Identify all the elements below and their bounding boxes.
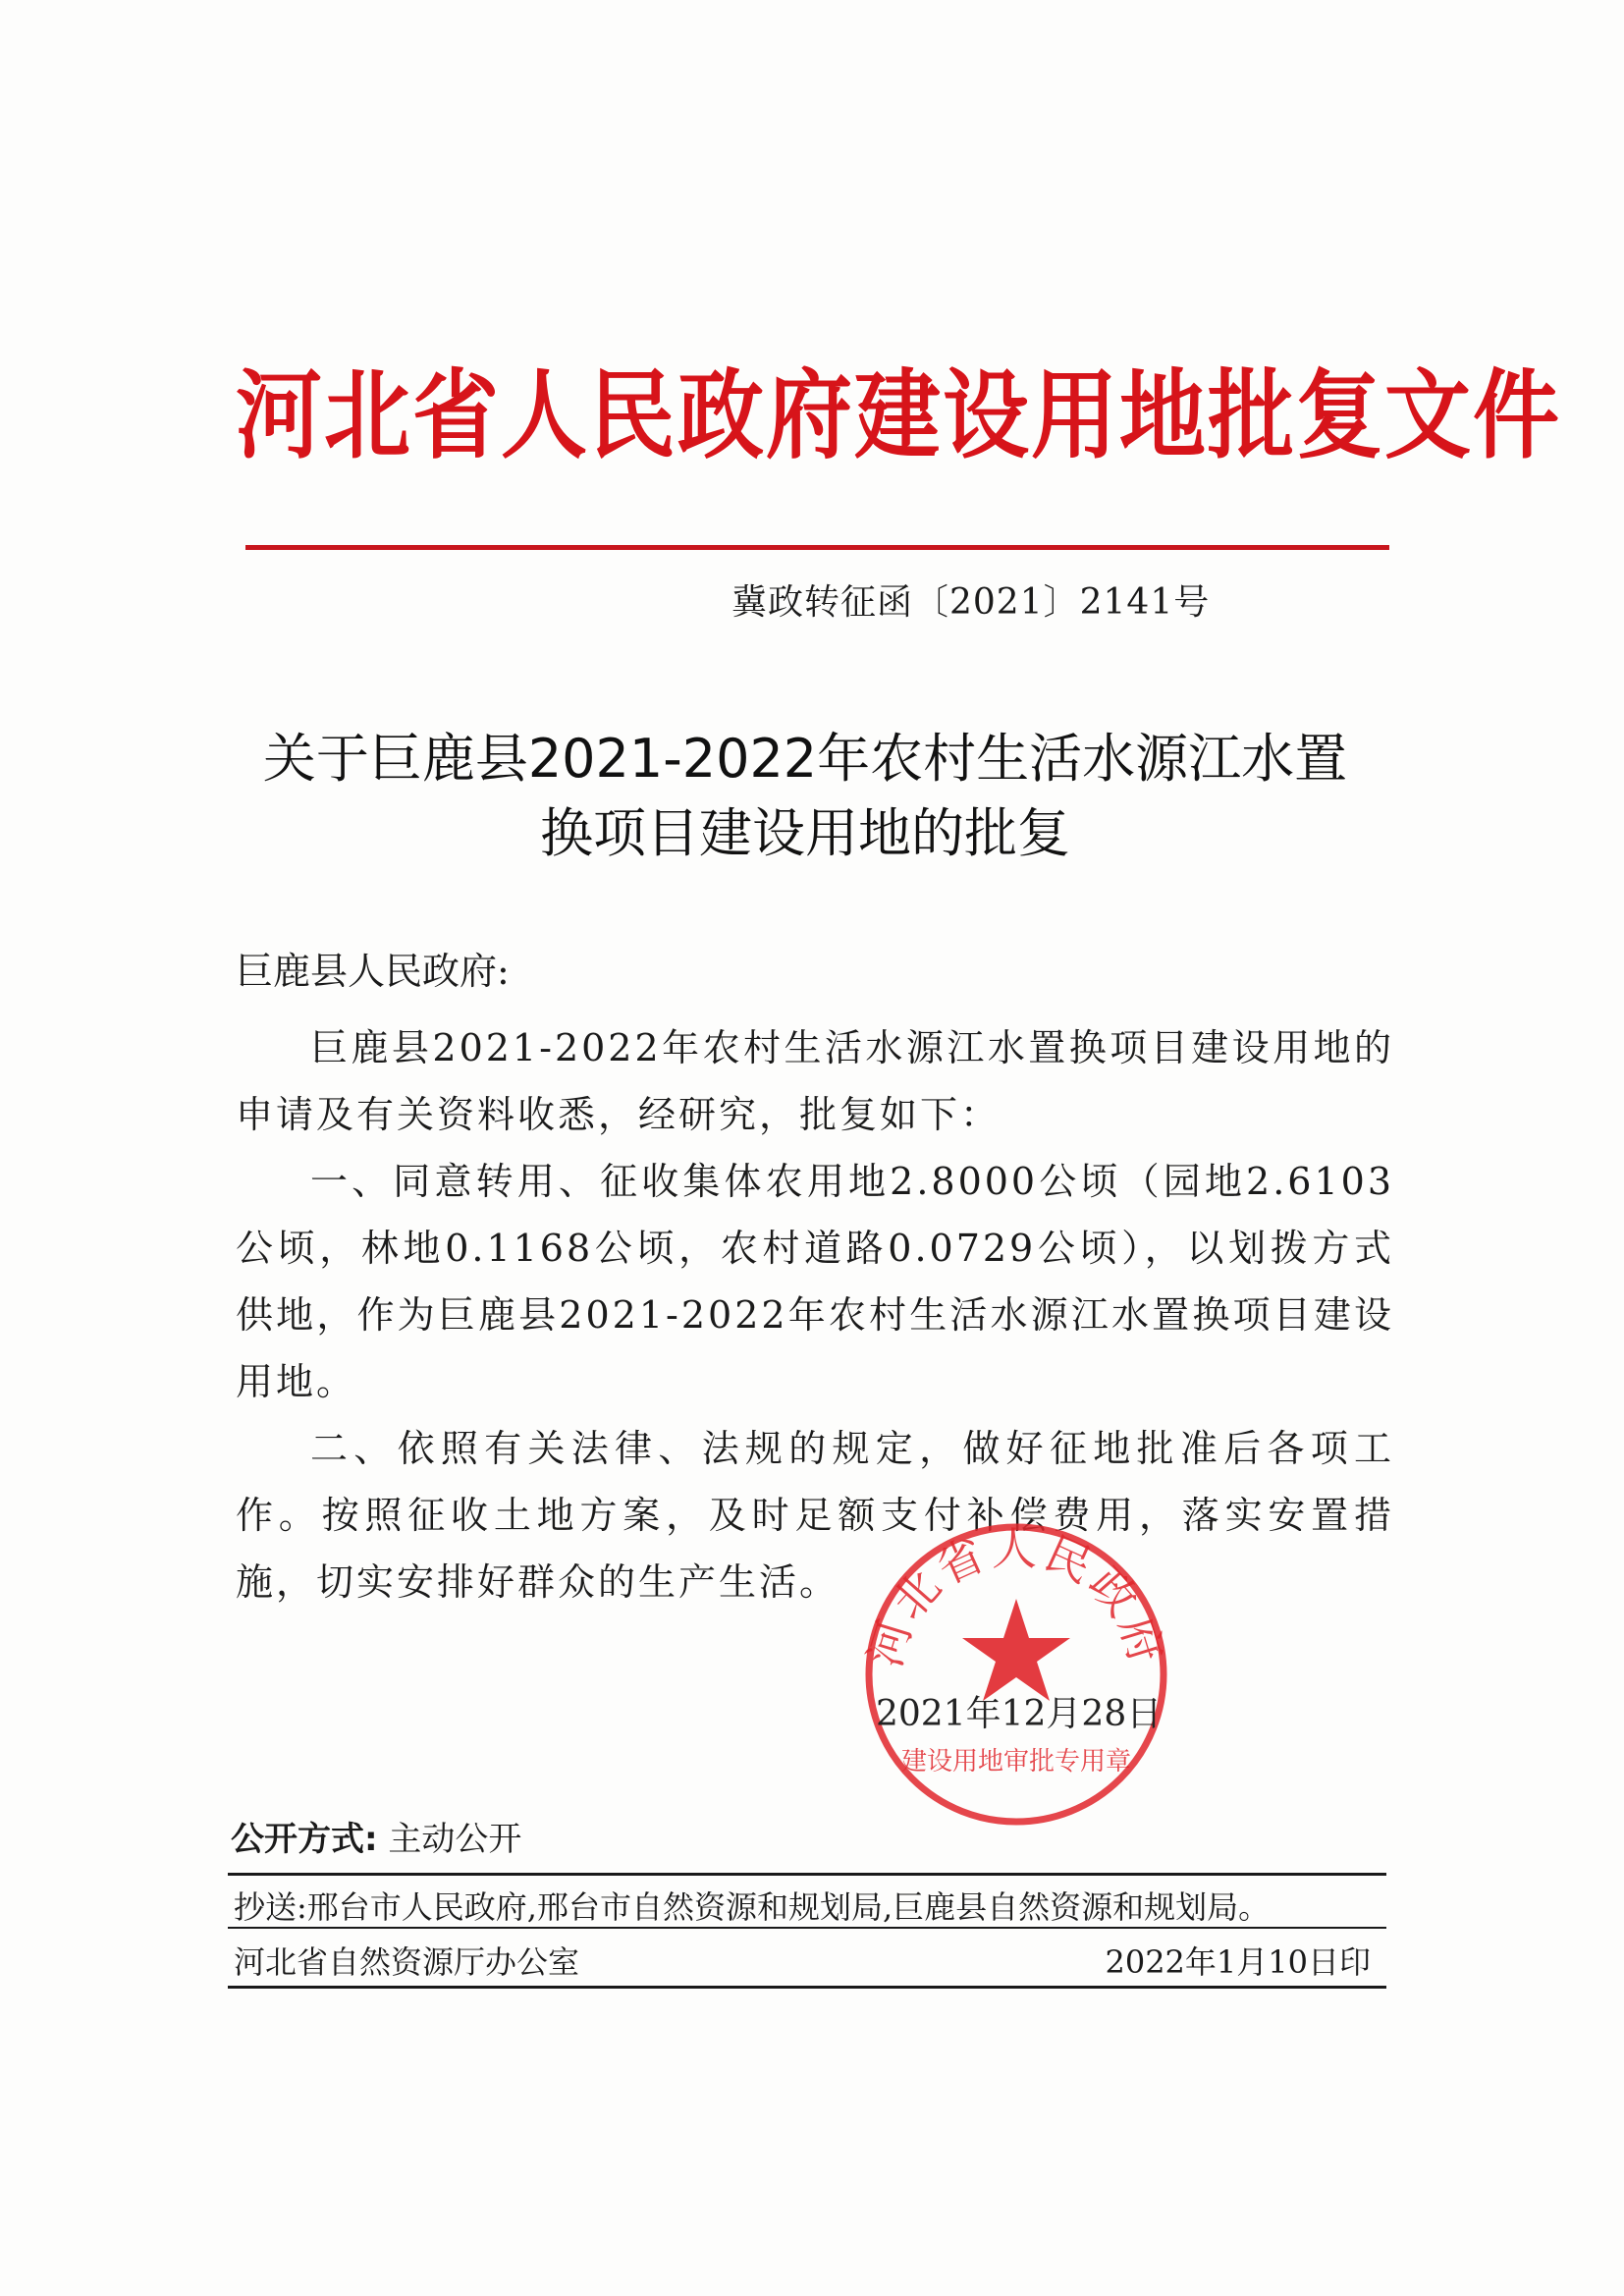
document-title <box>216 722 1394 871</box>
seal-top-text: 河北省人民政府 <box>857 1522 1175 1673</box>
document-title-line-1: 关于巨鹿县2021-2022年农村生活水源江水置 <box>262 728 1348 790</box>
seal-bottom-text: 建设用地审批专用章 <box>900 1747 1132 1777</box>
document-title-line-2: 换项目建设用地的批复 <box>540 802 1070 864</box>
disclosure-value: 主动公开 <box>388 1820 522 1859</box>
document-header-title: 河北省人民政府建设用地批复文件 <box>236 358 1562 472</box>
body-paragraph-2: 一、同意转用、征收集体农用地2.8000公顷（园地2.6103公顷，林地0.1168公顷，农村道路0.0729公顷），以划拨方式供地，作为巨鹿县2021-2022年农村生活水源江水置换项目建设用地。 <box>236 1160 1394 1403</box>
body-paragraph-3: 二、依照有关法律、法规的规定，做好征地批准后各项工作。按照征收土地方案，及时足额支付补偿费用，落实安置措施，切实安排好群众的生产生活。 <box>236 1427 1394 1604</box>
footer-rule-bottom <box>228 1986 1386 1989</box>
body-text <box>236 1014 1394 1615</box>
disclosure-label: 公开方式: <box>231 1820 378 1859</box>
issuing-office: 河北省自然资源厅办公室 <box>234 1943 580 1981</box>
footer-rule-top <box>228 1873 1386 1876</box>
disclosure-method <box>231 1812 521 1860</box>
body-paragraph-1: 巨鹿县2021-2022年农村生活水源江水置换项目建设用地的申请及有关资料收悉，经研究，批复如下： <box>236 1026 1394 1136</box>
cc-recipients: 抄送:邢台市人民政府,邢台市自然资源和规划局,巨鹿县自然资源和规划局。 <box>234 1888 1271 1926</box>
issue-date: 2021年12月28日 <box>876 1694 1163 1734</box>
official-seal <box>854 1512 1178 1836</box>
document-number: 冀政转征函〔2021〕2141号 <box>731 582 1211 623</box>
footer-rule-middle <box>228 1927 1386 1929</box>
print-date: 2022年1月10日印 <box>1105 1943 1371 1981</box>
header-red-rule <box>245 545 1389 550</box>
salutation: 巨鹿县人民政府: <box>236 950 510 993</box>
